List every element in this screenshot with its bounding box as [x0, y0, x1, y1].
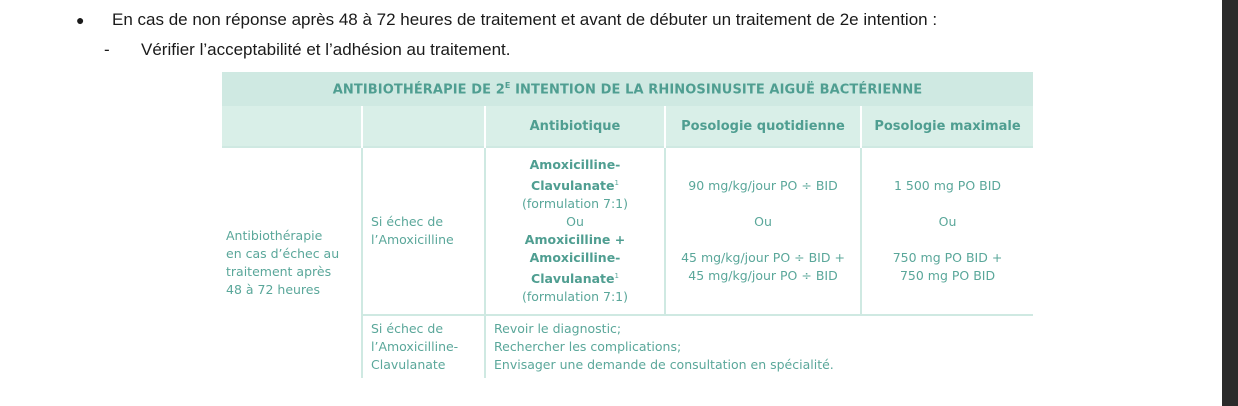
header-posologie-quotidienne: Posologie quotidienne: [665, 106, 861, 147]
bullet-marker: ●: [76, 12, 85, 28]
daily-dosage-cell: 90 mg/kg/jour PO ÷ BID Ou 45 mg/kg/jour PO ÷ BID + 45 mg/kg/jour PO ÷ BID: [665, 147, 861, 315]
header-empty-1: [222, 106, 362, 147]
table-header-row: [222, 106, 1033, 147]
window-edge: [1222, 0, 1238, 406]
header-antibiotique: Antibiotique: [485, 106, 665, 147]
failure-condition-cell: Si échec de l’Amoxicilline- Clavulanate: [362, 315, 485, 378]
recommended-actions-cell: Revoir le diagnostic; Rechercher les complications; Envisager une demande de consultation en spécialité.: [485, 315, 1033, 378]
table-title: ANTIBIOTHÉRAPIE DE $2^E$ INTENTION DE LA RHINOSINUSITE AIGUË BACTÉRIENNE: [222, 72, 1033, 106]
table-row: [222, 147, 1033, 315]
sub-bullet-text: Vérifier l’acceptabilité et l’adhésion au traitement.: [141, 40, 511, 59]
bullet-item: [76, 8, 937, 32]
sub-bullet-marker: -: [104, 40, 110, 59]
antibiotherapy-table: [222, 72, 1033, 378]
antibiotic-cell: Amoxicilline- Clavulanate$^1$ (formulation 7:1) Ou Amoxicilline + Amoxicilline- Clavulanate$^1$ (formulation 7:1): [485, 147, 665, 315]
failure-condition-cell: Si échec de l’Amoxicilline: [362, 147, 485, 315]
sub-bullet-item: [104, 38, 510, 62]
header-posologie-maximale: Posologie maximale: [861, 106, 1033, 147]
header-empty-2: [362, 106, 485, 147]
max-dosage-cell: 1 500 mg PO BID Ou 750 mg PO BID + 750 mg PO BID: [861, 147, 1033, 315]
indication-cell: Antibiothérapie en cas d’échec au traitement après 48 à 72 heures: [222, 147, 362, 378]
bullet-text: En cas de non réponse après 48 à 72 heures de traitement et avant de débuter un traitement de 2e intention :: [112, 10, 938, 29]
